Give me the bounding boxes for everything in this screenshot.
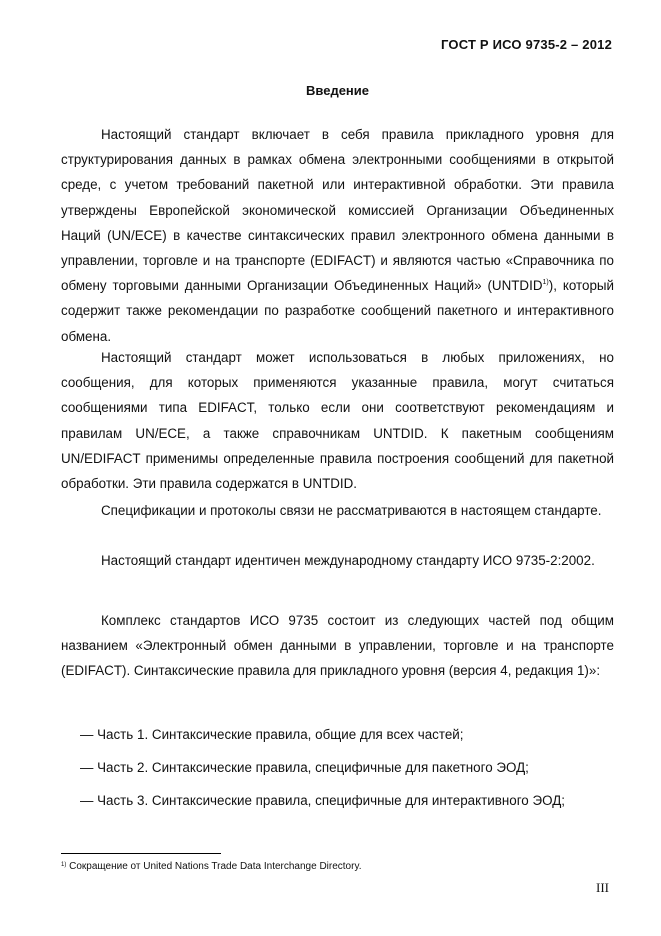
- paragraph-2: Настоящий стандарт может использоваться в любых приложениях, но сообщения, для которых применяются указанные правила, могут считаться сообщениями типа EDIFACT, только если они соответствуют рекомендациям и правилам UN/ECE, а также справочникам UNTDID. К пакетным сообщениям UN/EDIFACT применимы определенные правила построения сообщений для пакетной обработки. Эти правила содержатся в UNTDID.: [61, 350, 614, 492]
- section-title: Введение: [306, 83, 369, 98]
- paragraph-1: [61, 122, 614, 349]
- paragraph-parts: [61, 608, 614, 684]
- paragraph-1-text-end: ), который содержит также рекомендации по разработке сообщений пакетного и интерактивного обмена.: [61, 278, 614, 344]
- page-number: III: [596, 880, 609, 895]
- paragraph-4: Настоящий стандарт идентичен международному стандарту ИСО 9735-2:2002.: [101, 553, 595, 568]
- document-code-header: ГОСТ Р ИСО 9735-2 – 2012: [441, 37, 612, 52]
- paragraph-1-text-start: Настоящий стандарт включает в себя правила прикладного уровня для структурирования данных в рамках обмена электронными сообщениями в открытой среде, с учетом требований пакетной или интерактивной обработки. Эти правила утверждены Европейской экономической комиссией Организации Объединенных Наций (UN/ECE) в качестве синтаксических правил электронного обмена данными в управлении, торговле и на транспорте (EDIFACT) и являются частью «Справочника по обмену торговыми данными Организации Объединенных Наций» (UNTDID: [61, 127, 614, 294]
- footnote-reference: 1): [542, 279, 549, 287]
- paragraph-usage: [61, 345, 614, 496]
- list-item: — Часть 1. Синтаксические правила, общие для всех частей;: [80, 727, 464, 742]
- list-item: — Часть 2. Синтаксические правила, специфичные для пакетного ЭОД;: [80, 760, 529, 775]
- footnote-text: Сокращение от United Nations Trade Data Interchange Directory.: [66, 861, 362, 872]
- paragraph-scope: [61, 498, 614, 523]
- footnote-divider: [61, 853, 221, 854]
- paragraph-intro: [61, 122, 614, 349]
- paragraph-3: Спецификации и протоколы связи не рассматриваются в настоящем стандарте.: [101, 503, 602, 518]
- paragraph-identity: [61, 548, 614, 573]
- footnote: [61, 860, 601, 874]
- paragraph-5: Комплекс стандартов ИСО 9735 состоит из следующих частей под общим названием «Электронный обмен данными в управлении, торговле и на транспорте (EDIFACT). Синтаксические правила для прикладного уровня (версия 4, редакция 1)»:: [61, 613, 614, 679]
- footnote-marker: 1): [61, 862, 67, 868]
- list-item: — Часть 3. Синтаксические правила, специфичные для интерактивного ЭОД;: [80, 793, 565, 808]
